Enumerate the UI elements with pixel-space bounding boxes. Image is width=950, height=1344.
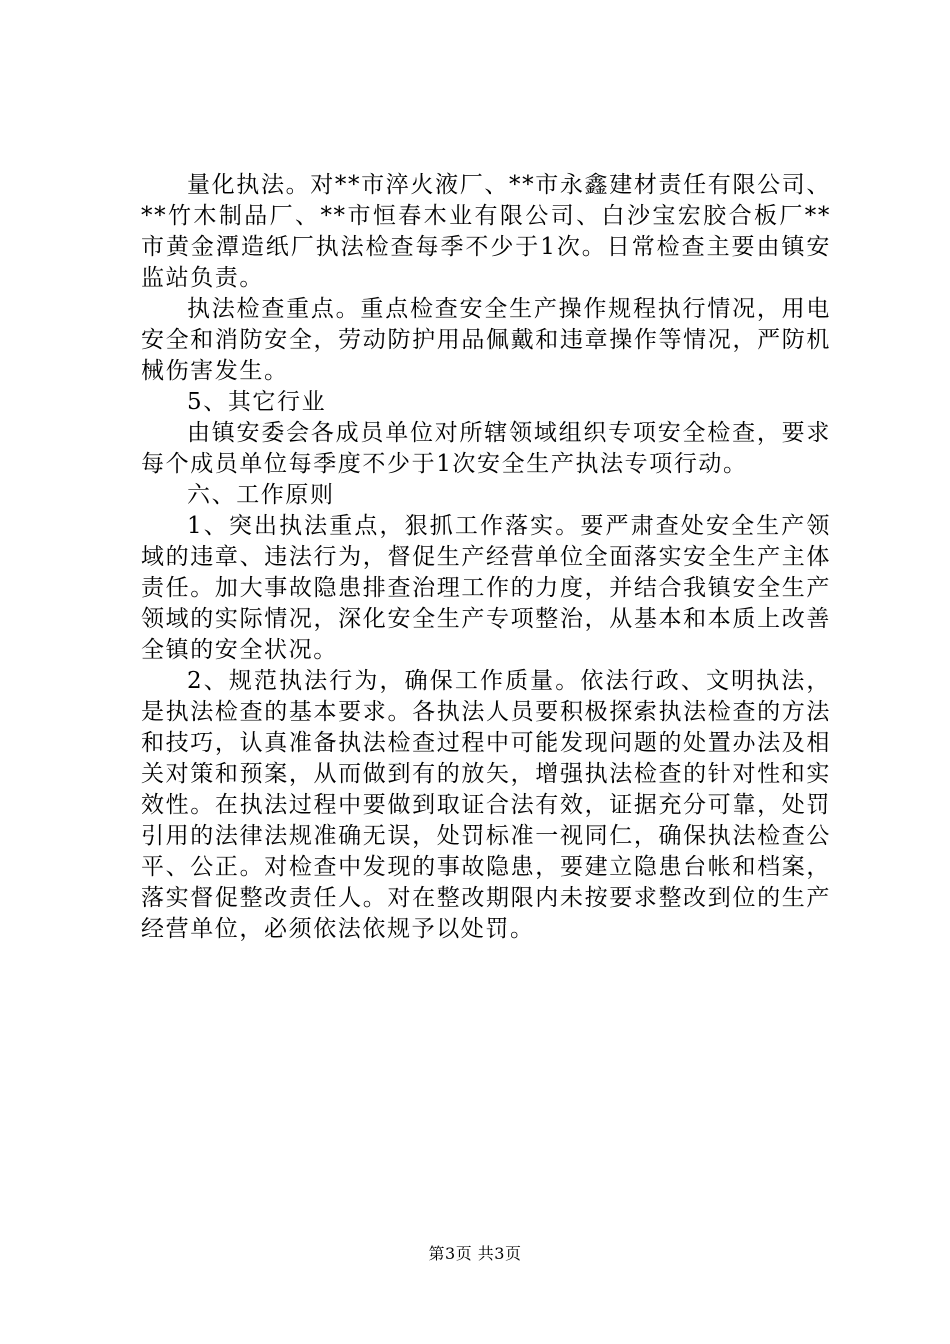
paragraph-quantified-enforcement: 量化执法。对**市淬火液厂、**市永鑫建材责任有限公司、**竹木制品厂、**市恒春木业有限公司、白沙宝宏胶合板厂**市黄金潭造纸厂执法检查每季不少于1次。日常检查主要由镇安监站负责。	[141, 172, 831, 291]
heading-work-principles: 六、工作原则	[187, 482, 335, 508]
paragraph-principle-2: 2、规范执法行为，确保工作质量。依法行政、文明执法，是执法检查的基本要求。各执法人员要积极探索执法检查的方法和技巧，认真准备执法检查过程中可能发现问题的处置办法及相关对策和预案，从而做到有的放矢，增强执法检查的针对性和实效性。在执法过程中要做到取证合法有效，证据充分可靠，处罚引用的法律法规准确无误，处罚标准一视同仁，确保执法检查公平、公正。对检查中发现的事故隐患，要建立隐患台帐和档案，落实督促整改责任人。对在整改期限内未按要求整改到位的生产经营单位，必须依法依规予以处罚。	[141, 668, 831, 942]
paragraph-other-industries: 由镇安委会各成员单位对所辖领域组织专项安全检查，要求每个成员单位每季度不少于1次安全生产执法专项行动。	[141, 420, 831, 477]
page-number: 第3页 共3页	[428, 1244, 522, 1263]
document-body	[141, 170, 831, 945]
paragraph-inspection-focus: 执法检查重点。重点检查安全生产操作规程执行情况，用电安全和消防安全，劳动防护用品佩戴和违章操作等情况，严防机械伤害发生。	[141, 296, 831, 384]
page-footer	[0, 1244, 950, 1264]
heading-other-industries: 5、其它行业	[187, 389, 327, 415]
paragraph-principle-1: 1、突出执法重点，狠抓工作落实。要严肃查处安全生产领域的违章、违法行为，督促生产经营单位全面落实安全生产主体责任。加大事故隐患排查治理工作的力度，并结合我镇安全生产领域的实际情况，深化安全生产专项整治，从基本和本质上改善全镇的安全状况。	[141, 513, 831, 663]
